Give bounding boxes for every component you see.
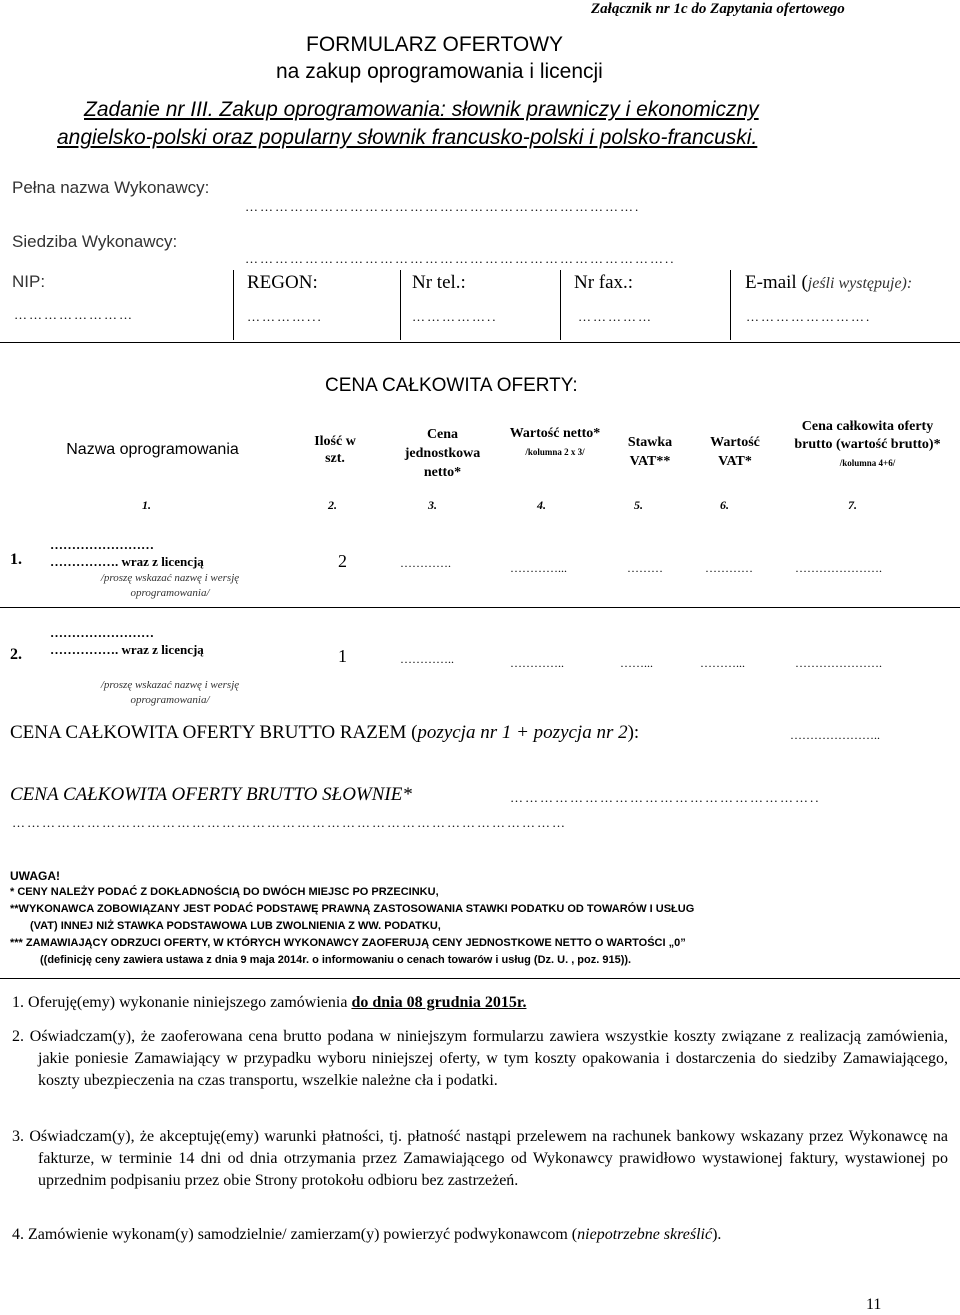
contractor-name-label: Pełna nazwa Wykonawcy: <box>12 178 210 197</box>
software-name-field[interactable]: ……………. wraz z licencją <box>50 642 204 657</box>
regon-field[interactable]: …………... <box>247 309 323 324</box>
divider <box>0 978 960 979</box>
total-words-field-line2[interactable]: ………………………………………………………………………………………………… <box>12 815 567 830</box>
unit-price-field[interactable]: ………….. <box>400 652 454 666</box>
statement-4-text: 4. Zamówienie wykonam(y) samodzielnie/ zamierzam(y) powierzyć podwykonawcom ( <box>12 1226 578 1243</box>
form-title: FORMULARZ OFERTOWY <box>306 33 564 56</box>
total-words-label: CENA CAŁKOWITA OFERTY BRUTTO SŁOWNIE* <box>10 784 412 805</box>
total-words-field[interactable]: …………………………………………………….. <box>510 790 821 805</box>
software-name-hint: /proszę wskazać nazwę i wersję oprogramowania/ <box>100 572 240 599</box>
statement-2 <box>12 1026 948 1092</box>
row-divider <box>0 607 960 608</box>
col-number: 2. <box>328 498 337 512</box>
statement-4-end: ). <box>712 1226 722 1243</box>
tel-field[interactable]: …………….. <box>412 309 498 324</box>
col-header-net-value <box>505 424 605 462</box>
software-name-field[interactable]: ……………. wraz z licencją <box>50 554 204 569</box>
software-name-hint: /proszę wskazać nazwę i wersję oprogramowania/ <box>100 679 240 706</box>
note-line: ((definicję ceny zawiera ustawa z dnia 9 maja 2014r. o informowaniu o cenach towarów i usług (Dz. U. , poz. 915)). <box>40 954 632 966</box>
email-field[interactable]: ……………………. <box>746 309 872 324</box>
email-label <box>745 272 912 294</box>
note-line: (VAT) INNEJ NIŻ STAWKA PODSTAWOWA LUB ZWOLNIENIA Z WW. PODATKU, <box>30 920 441 932</box>
total-sum-field[interactable]: ………………….. <box>790 728 880 742</box>
net-value-field[interactable]: …………... <box>510 561 567 575</box>
vat-value-field[interactable]: ………… <box>705 561 753 575</box>
statement-2-text: 2. Oświadczam(y), że zaoferowana cena brutto podana w niniejszym formularzu zawiera wszystkie koszty związane z realizacją zamówienia, jakie poniesie Zamawiający w przypadku wyboru niniejszej oferty, w tym koszty opakowania i dostarczenia do siedziby Zamawiającego, koszty ubezpieczenia na czas transportu, wszelkie należne cła i podatki. <box>12 1028 948 1089</box>
col-header-qty: Ilość w szt. <box>314 434 356 466</box>
col-header-unit-price: Cena jednostkowa netto* <box>404 427 481 480</box>
unit-price-field[interactable]: …………. <box>400 556 451 570</box>
col-header-name: Nazwa oprogramowania <box>66 441 239 458</box>
note-line: * CENY NALEŻY PODAĆ Z DOKŁADNOŚCIĄ DO DWÓCH MIEJSC PO PRZECINKU, <box>10 886 439 898</box>
statement-4-note: niepotrzebne skreślić <box>577 1226 713 1243</box>
fax-label: Nr fax.: <box>574 272 634 293</box>
col-number: 3. <box>428 498 437 512</box>
net-value-note: /kolumna 2 x 3/ <box>525 447 585 457</box>
total-sum-label-note: pozycja nr 1 + pozycja nr 2 <box>417 722 628 743</box>
statement-3-text: 3. Oświadczam(y), że akceptuję(emy) warunki płatności, tj. płatność nastąpi przelewem na rachunek bankowy wskazany przez Wykonawcę na fakturze, w terminie 14 dni od dnia otrzymania przez Zamawiającego od Wykonawcy prawidłowo wystawionej faktury, wystawionej po uprzednim podpisaniu przez obie Strony protokołu odbioru bez zastrzeżeń. <box>12 1128 948 1189</box>
divider <box>730 270 731 340</box>
net-value-field[interactable]: ………….. <box>510 656 564 670</box>
col-number: 4. <box>537 498 546 512</box>
page-number: 11 <box>866 1296 882 1313</box>
vat-rate-field[interactable]: ……… <box>627 561 663 575</box>
email-label-note: jeśli występuje): <box>807 275 913 292</box>
statement-4 <box>12 1226 721 1244</box>
software-name-dots[interactable]: …………………… <box>50 625 154 640</box>
divider <box>400 270 401 340</box>
notes-heading: UWAGA! <box>10 869 60 883</box>
attachment-note: Załącznik nr 1c do Zapytania ofertowego <box>591 1 845 17</box>
net-value-title: Wartość netto* <box>509 426 601 441</box>
qty-value: 1 <box>338 646 347 666</box>
total-field[interactable]: …………………. <box>795 561 882 575</box>
col-header-vat-value: Wartość VAT* <box>710 435 760 469</box>
tel-label: Nr tel.: <box>412 272 466 293</box>
divider <box>233 270 234 340</box>
row-number: 1. <box>10 551 22 568</box>
total-field[interactable]: …………………. <box>795 656 882 670</box>
price-table-title: CENA CAŁKOWITA OFERTY: <box>325 375 578 396</box>
col-number: 7. <box>848 498 857 512</box>
vat-rate-field[interactable]: ……... <box>620 656 653 670</box>
vat-value-field[interactable]: ………... <box>700 656 745 670</box>
total-sum-label-text: CENA CAŁKOWITA OFERTY BRUTTO RAZEM ( <box>10 722 418 743</box>
form-subtitle: na zakup oprogramowania i licencji <box>276 60 603 83</box>
total-note: /kolumna 4+6/ <box>839 458 896 468</box>
note-line: **WYKONAWCA ZOBOWIĄZANY JEST PODAĆ PODSTAWĘ PRAWNĄ ZASTOSOWANIA STAWKI PODATKU OD TOWARÓW I USŁUG <box>10 903 695 915</box>
fax-field[interactable]: …………… <box>578 309 653 324</box>
task-title-line2: angielsko-polski oraz popularny słownik francusko-polski i polsko-francuski. <box>57 126 758 149</box>
contractor-seat-field[interactable]: ………………………………………………………………………….. <box>245 251 676 266</box>
col-number: 6. <box>720 498 729 512</box>
email-label-text: E-mail ( <box>745 272 808 293</box>
nip-field[interactable]: …………………… <box>14 307 134 322</box>
task-title-line1: Zadanie nr III. Zakup oprogramowania: słownik prawniczy i ekonomiczny <box>84 98 759 121</box>
regon-label: REGON: <box>247 272 318 293</box>
col-number: 1. <box>142 498 151 512</box>
contractor-seat-label: Siedziba Wykonawcy: <box>12 232 178 251</box>
total-sum-label-end: ): <box>627 722 640 743</box>
deadline-date: do dnia 08 grudnia 2015r. <box>351 994 527 1011</box>
statement-1 <box>12 994 526 1012</box>
contractor-name-field[interactable]: ……………………………………………………………………. <box>245 199 641 214</box>
total-sum-label <box>10 722 639 744</box>
divider <box>0 342 960 343</box>
col-number: 5. <box>634 498 643 512</box>
col-header-total <box>785 418 950 472</box>
total-title: Cena całkowita oferty brutto (wartość brutto)* <box>794 419 941 452</box>
note-line: *** ZAMAWIAJĄCY ODRZUCI OFERTY, W KTÓRYCH WYKONAWCY ZAOFERUJĄ CENY JEDNOSTKOWE NETTO O WARTOŚCI „0” <box>10 937 686 949</box>
divider <box>560 270 561 340</box>
col-header-vat-rate: Stawka VAT** <box>627 435 673 469</box>
nip-label: NIP: <box>12 272 46 291</box>
row-number: 2. <box>10 646 22 663</box>
statement-1-text: 1. Oferuję(emy) wykonanie niniejszego zamówienia <box>12 994 352 1011</box>
statement-3 <box>12 1126 948 1192</box>
qty-value: 2 <box>338 551 347 571</box>
software-name-dots[interactable]: …………………… <box>50 537 154 552</box>
